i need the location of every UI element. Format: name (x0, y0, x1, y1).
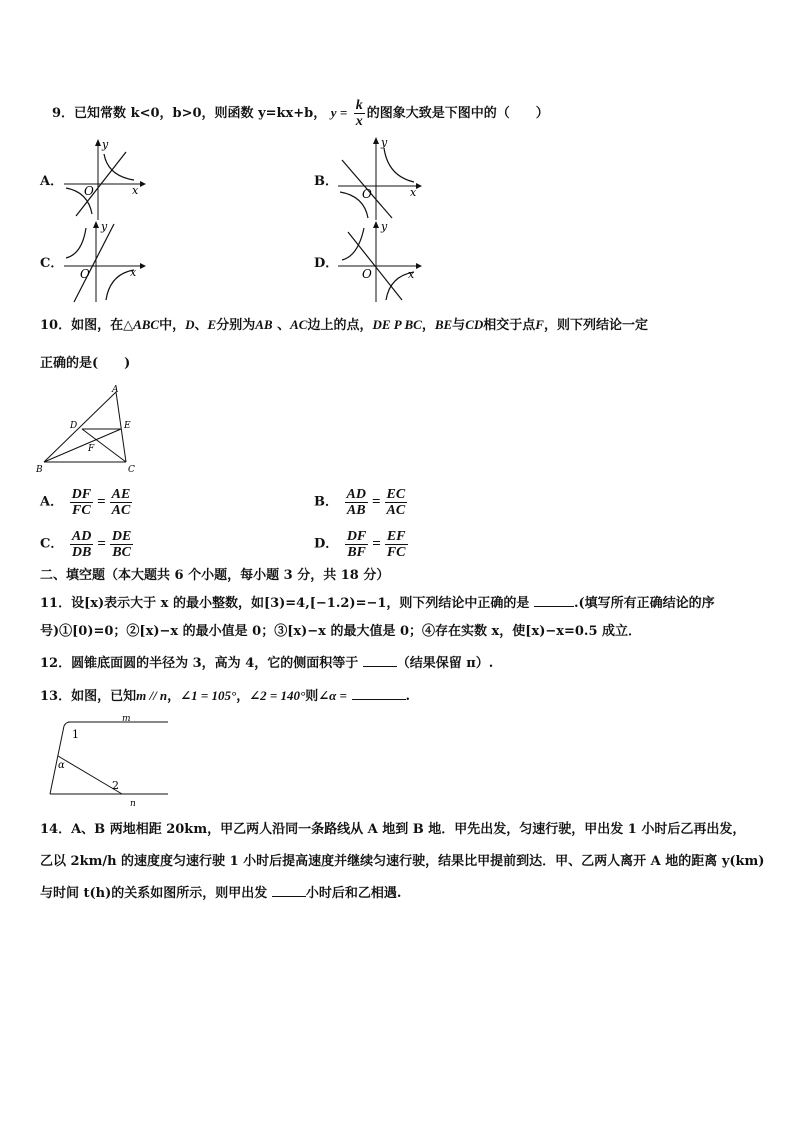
q10-stem-line1: 10．如图，在△ABC中，D、E分别为AB 、AC边上的点，DE P BC，BE与CD相交于点F，则下列结论一定 (40, 317, 648, 333)
q10-triangle-figure (36, 384, 140, 476)
q14-answer-blank[interactable] (272, 884, 306, 897)
q13-text: 13．如图，已知m // n，∠1 = 105°，∠2 = 140°则∠α = . (40, 688, 411, 704)
svg-text:x: x (408, 268, 415, 281)
svg-text:n: n (130, 799, 136, 808)
q11-answer-blank[interactable] (534, 594, 574, 607)
svg-text:x: x (410, 186, 417, 199)
q9-stem: 9．已知常数 k<0，b>0，则函数 y=kx+b， y = $\frac{k}{x}$ 的图象大致是下图中的（ ） (52, 98, 549, 129)
q9-y-equals: y = (330, 105, 348, 120)
q14-line3: 与时间 t(h)的关系如图所示，则甲出发 小时后和乙相遇. (40, 886, 402, 901)
svg-text:1: 1 (72, 728, 79, 741)
section-2-heading: 二、填空题（本大题共 6 个小题，每小题 3 分，共 18 分） (40, 568, 390, 583)
q9-graph-d (334, 220, 422, 304)
q12-answer-blank[interactable] (363, 654, 397, 667)
q12-text: 12．圆锥底面圆的半径为 3，高为 4，它的侧面积等于 （结果保留 π）. (40, 656, 494, 671)
svg-text:F: F (88, 444, 95, 454)
q10-option-b: B． $\frac{AD}{AB}$ = $\frac{EC}{AC}$ (314, 486, 406, 518)
svg-text:y: y (381, 220, 388, 233)
q9-option-d-label: D． (314, 256, 339, 271)
svg-text:O: O (362, 267, 372, 281)
svg-text:O: O (84, 184, 94, 198)
svg-text:A: A (112, 385, 119, 395)
svg-text:O: O (80, 267, 90, 281)
q13-parallel-lines-figure (44, 712, 174, 808)
svg-text:B: B (36, 465, 43, 475)
q14-line2: 乙以 2km/h 的速度度匀速行驶 1 小时后提高速度并继续匀速行驶，结果比甲提前到达．甲、乙两人离开 A 地的距离 y(km) (40, 854, 765, 869)
svg-text:x: x (130, 266, 137, 279)
svg-text:O: O (362, 187, 372, 201)
q10-option-c: C． $\frac{AD}{DB}$ = $\frac{DE}{BC}$ (40, 528, 132, 560)
q10-option-d: D． $\frac{DF}{BF}$ = $\frac{EF}{FC}$ (314, 528, 406, 560)
q9-option-b-label: B． (314, 174, 338, 189)
q9-fraction-k-over-x: $\frac{k}{x}$ (355, 98, 363, 129)
q9-graph-c (60, 220, 146, 304)
q9-option-a-label: A． (40, 174, 64, 189)
q9-option-c-label: C． (40, 256, 64, 271)
q11-line2: 号)①[0)=0；②[x)−x 的最小值是 0；③[x)−x 的最大值是 0；④存在实数 x，使[x)−x=0.5 成立． (40, 624, 642, 639)
svg-text:E: E (124, 421, 131, 431)
q10-option-a: A． $\frac{DF}{FC}$ = $\frac{AE}{AC}$ (40, 486, 131, 518)
q11-line1: 11．设[x)表示大于 x 的最小整数，如[3)=4,[−1.2)=−1，则下列结论中正确的是 .(填写所有正确结论的序 (40, 596, 715, 611)
svg-text:y: y (101, 220, 108, 233)
svg-text:C: C (128, 465, 135, 475)
q13-answer-blank[interactable] (352, 687, 406, 700)
svg-text:y: y (381, 136, 388, 149)
svg-text:2: 2 (112, 779, 119, 792)
svg-text:D: D (70, 421, 78, 431)
q9-graph-b (334, 136, 422, 222)
svg-text:α: α (58, 760, 65, 771)
q14-line1: 14．A、B 两地相距 20km，甲乙两人沿同一条路线从 A 地到 B 地．甲先出发，匀速行驶，甲出发 1 小时后乙再出发， (40, 822, 746, 837)
svg-text:x: x (132, 184, 139, 197)
q10-stem-line2: 正确的是( ) (40, 356, 131, 371)
svg-text:m: m (122, 714, 131, 724)
q9-graph-a (60, 138, 146, 222)
svg-text:y: y (102, 138, 109, 151)
